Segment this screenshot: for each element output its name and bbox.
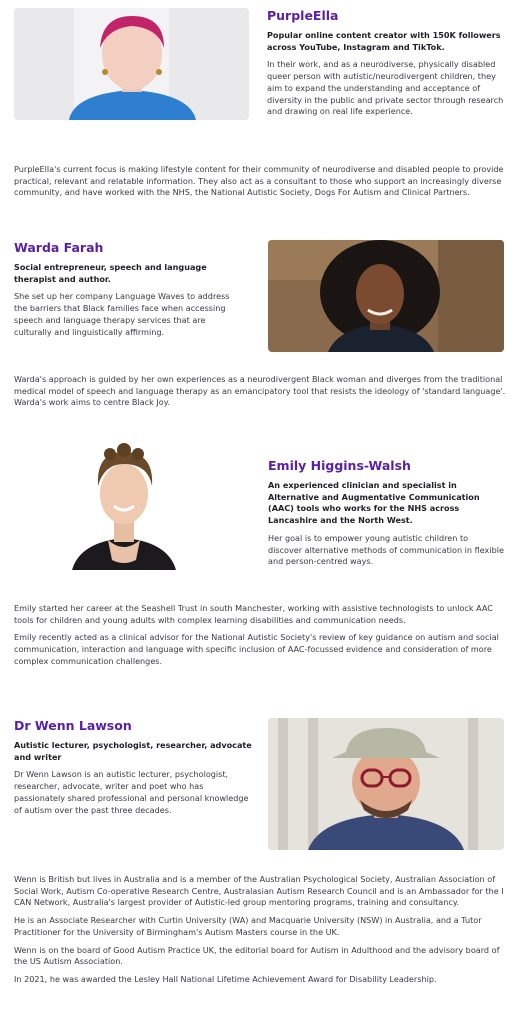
profile-name: Dr Wenn Lawson (14, 718, 132, 733)
profile-photo-purpleella (14, 8, 249, 120)
profile-tagline: Autistic lecturer, psychologist, researcher, advocate and writer (14, 740, 252, 762)
profile-photo-warda-farah (268, 240, 504, 352)
profile-paragraph: In 2021, he was awarded the Lesley Hall National Lifetime Achievement Award for Disability Leadership. (14, 974, 437, 985)
profile-description: She set up her company Language Waves to address the barriers that Black families face when accessing speech and language therapy services that are culturally and linguistically affirming. (14, 291, 230, 337)
profile-paragraph: Wenn is on the board of Good Autism Practice UK, the editorial board for Autism in Adulthood and the advisory board of the US Autism Association. (14, 944, 500, 967)
profile-tagline: An experienced clinician and specialist in Alternative and Augmentative Communication (AAC) tools who works for the NHS across Lancashire and the North West. (268, 480, 480, 526)
profile-paragraph: Wenn is British but lives in Australia and is a member of the Australian Psychological Society, Australian Association of Social Work, Autism Co-operative Research Centre, Australasian Autism Research Council and is an Ambassador for the I CAN Network, Australia's largest provider of Autistic-led group mentoring programs, training and consultancy. (14, 874, 504, 908)
profile-name: PurpleElla (267, 8, 339, 23)
profile-photo-wenn-lawson (268, 718, 504, 850)
profile-paragraph: Warda's approach is guided by her own experiences as a neurodivergent Black woman and diverges from the traditional medical model of speech and language therapy as an emancipatory tool that resists the ideology of 'standard language'. Warda's work aims to centre Black Joy. (14, 374, 506, 408)
profile-tagline: Social entrepreneur, speech and language therapist and author. (14, 262, 207, 284)
profile-description: Her goal is to empower young autistic children to discover alternative methods of communication in flexible and person-centred ways. (268, 532, 504, 567)
profile-photo-emily-higgins-walsh (70, 442, 178, 570)
profile-description: Dr Wenn Lawson is an autistic lecturer, psychologist, researcher, advocate, writer and poet who has passionately shared professional and personal knowledge of autism over the past three decades. (14, 769, 249, 815)
profile-description: In their work, and as a neurodiverse, physically disabled queer person with autistic/neurodivergent children, they aim to expand the understanding and acceptance of diversity in the public and private sector through research and drawing on real life experience. (267, 59, 504, 117)
profile-paragraph: PurpleElla's current focus is making lifestyle content for their community of neurodiverse and disabled people to provide practical, relevant and relatable information. They also act as a consultant to those who support an increasingly diverse community, and have worked with the NHS, the National Autistic Society, Dogs For Autism and Clinical Partners. (14, 164, 504, 198)
profile-paragraph: He is an Associate Researcher with Curtin University (WA) and Macquarie University (NSW) in Australia, and a Tutor Practitioner for the University of Birmingham's Autism Masters course in the UK. (14, 915, 482, 937)
profile-name: Warda Farah (14, 240, 104, 255)
profile-name: Emily Higgins-Walsh (268, 458, 411, 473)
profile-paragraph: Emily started her career at the Seashell Trust in south Manchester, working with assistive technologists to unlock AAC tools for children and young adults with complex learning disabilities and communication needs. (14, 603, 493, 625)
profile-tagline: Popular online content creator with 150K followers across YouTube, Instagram and TikTok. (267, 30, 501, 52)
profile-paragraph: Emily recently acted as a clinical advisor for the National Autistic Society's review of key guidance on autism and social communication, interaction and language with specific inclusion of AAC-focussed evidence and consideration of more complex communication challenges. (14, 632, 499, 666)
